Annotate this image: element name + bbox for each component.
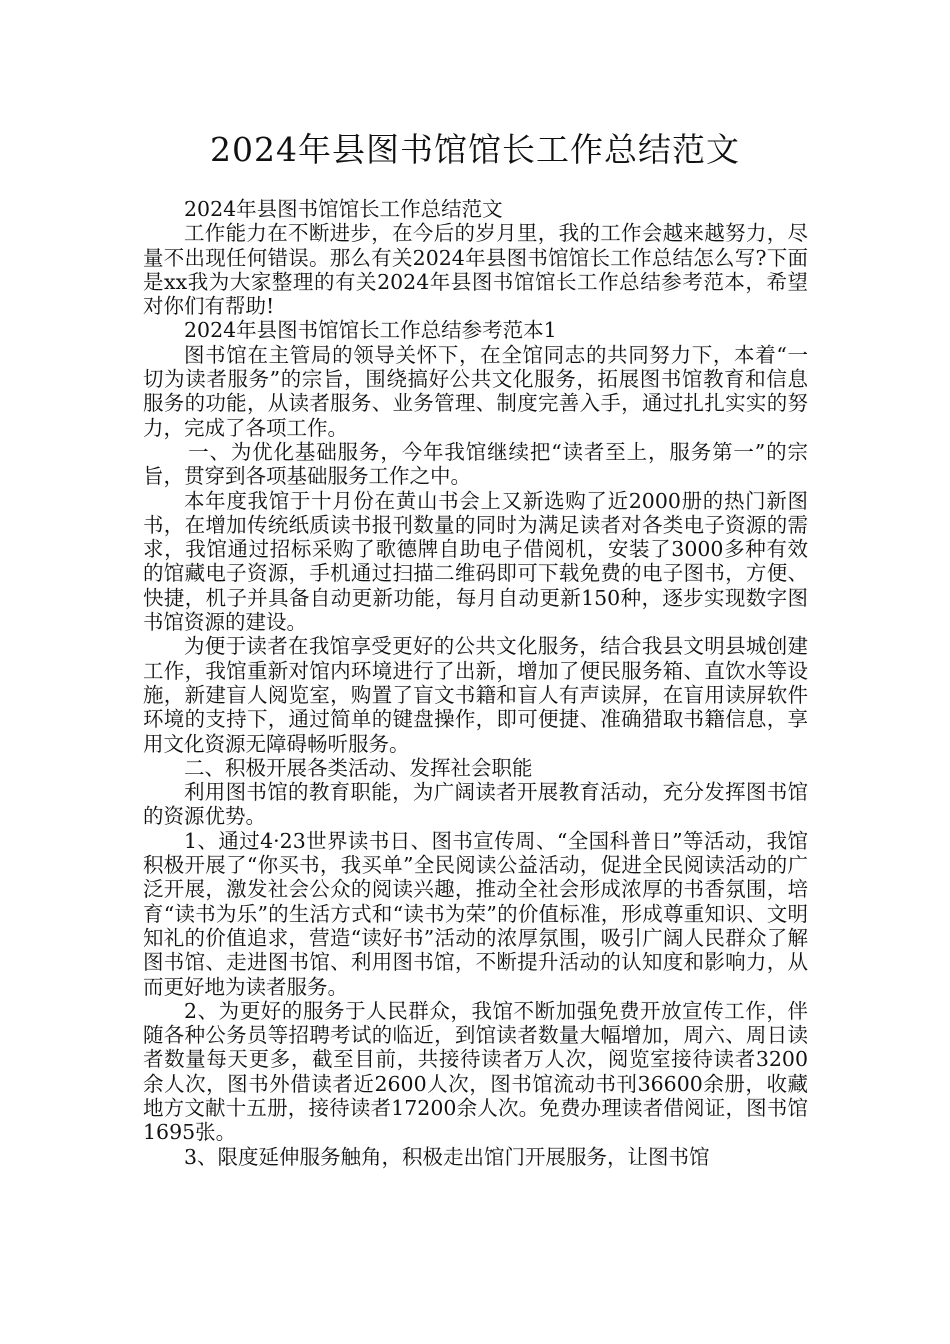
paragraph-intro: 工作能力在不断进步，在今后的岁月里，我的工作会越来越努力，尽量不出现任何错误。那么有关2024年县图书馆馆长工作总结怎么写?下面是xx我为大家整理的有关2024年县图书馆馆长工作总结参考范本，希望对你们有帮助! [143,221,808,319]
paragraph: 利用图书馆的教育职能，为广阔读者开展教育活动，充分发挥图书馆的资源优势。 [143,780,808,829]
section-heading-1: 一、为优化基础服务，今年我馆继续把“读者至上，服务第一”的宗旨，贯穿到各项基础服务工作之中。 [143,439,808,489]
paragraph: 图书馆在主管局的领导关怀下，在全馆同志的共同努力下，本着“一切为读者服务”的宗旨，围绕搞好公共文化服务，拓展图书馆教育和信息服务的功能，从读者服务、业务管理、制度完善入手，通过扎扎实实的努力，完成了各项工作。 [143,342,808,440]
paragraph: 为便于读者在我馆享受更好的公共文化服务，结合我县文明县城创建工作，我馆重新对馆内环境进行了出新，增加了便民服务箱、直饮水等设施，新建盲人阅览室，购置了盲文书籍和盲人有声读屏，在盲用读屏软件环境的支持下，通过简单的键盘操作，即可便捷、准确猎取书籍信息，享用文化资源无障碍畅听服务。 [143,634,808,756]
document-body [143,197,808,1169]
section-heading-2: 二、积极开展各类活动、发挥社会职能 [184,755,533,780]
paragraph: 3、限度延伸服务触角，积极走出馆门开展服务，让图书馆 [184,1144,710,1169]
paragraph: 2、为更好的服务于人民群众，我馆不断加强免费开放宣传工作，伴随各种公务员等招聘考试的临近，到馆读者数量大幅增加，周六、周日读者数量每天更多，截至目前，共接待读者万人次，阅览室接待读者3200余人次，图书外借读者近2600人次，图书馆流动书刊36600余册，收藏地方文献十五册，接待读者17200余人次。免费办理读者借阅证，图书馆1695张。 [143,998,808,1145]
paragraph: 本年度我馆于十月份在黄山书会上又新选购了近2000册的热门新图书，在增加传统纸质读书报刊数量的同时为满足读者对各类电子资源的需求，我馆通过招标采购了歌德牌自助电子借阅机，安装了3000多种有效的馆藏电子资源，手机通过扫描二维码即可下载免费的电子图书，方便、快捷，机子并具备自动更新功能，每月自动更新150种，逐步实现数字图书馆资源的建设。 [143,488,808,635]
paragraph-subtitle: 2024年县图书馆馆长工作总结范文 [184,197,503,221]
document-title: 2024年县图书馆馆长工作总结范文 [210,130,740,169]
paragraph: 1、通过4·23世界读书日、图书宣传周、“全国科普日”等活动，我馆积极开展了“你买书，我买单”全民阅读公益活动，促进全民阅读活动的广泛开展，激发社会公众的阅读兴趣，推动全社会形成浓厚的书香氛围，培育“读书为乐”的生活方式和“读书为荣”的价值标准，形成尊重知识、文明知礼的价值追求，营造“读好书”活动的浓厚氛围，吸引广阔人民群众了解图书馆、走进图书馆、利用图书馆，不断提升活动的认知度和影响力，从而更好地为读者服务。 [143,828,808,999]
paragraph-sample-heading: 2024年县图书馆馆长工作总结参考范本1 [184,318,557,343]
